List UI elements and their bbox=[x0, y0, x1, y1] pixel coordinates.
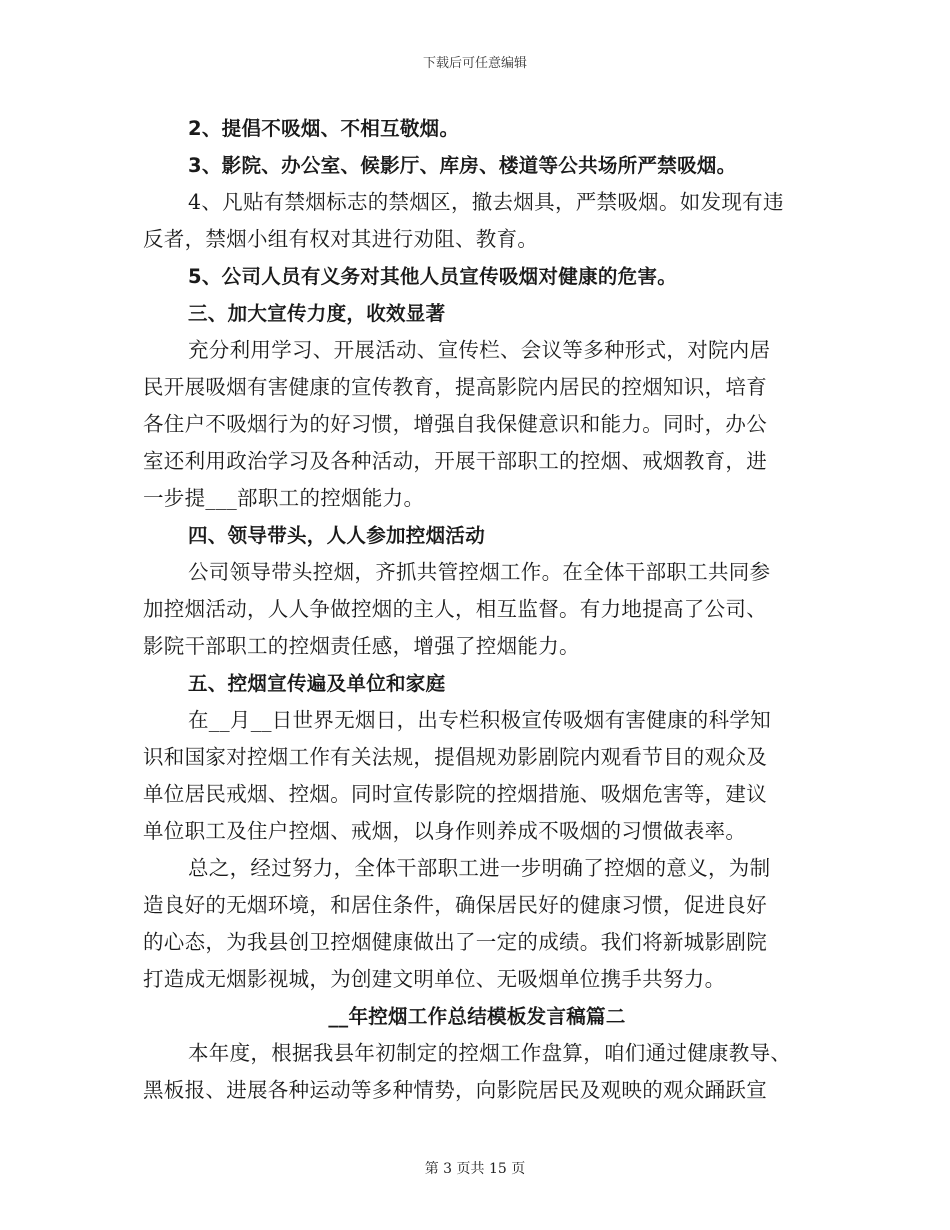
section-heading-3: 三、加大宣传力度，收效显著 bbox=[188, 302, 446, 325]
paragraph-line: 一步提___部职工的控烟能力。 bbox=[143, 486, 425, 510]
paragraph-line: 影院干部职工的控烟责任感，增强了控烟能力。 bbox=[143, 634, 580, 658]
section-heading-4: 四、领导带头，人人参加控烟活动 bbox=[188, 524, 486, 547]
paragraph-line: 民开展吸烟有害健康的宣传教育，提高影院内居民的控烟知识，培育 bbox=[143, 375, 767, 399]
paragraph-line: 总之，经过努力，全体干部职工进一步明确了控烟的意义，为制 bbox=[188, 856, 771, 880]
item-5: 5、公司人员有义务对其他人员宣传吸烟对健康的危害。 bbox=[188, 265, 678, 288]
article-title-part-2: __年控烟工作总结模板发言稿篇二 bbox=[328, 1005, 626, 1028]
item-3: 3、影院、办公室、候影厅、库房、楼道等公共场所严禁吸烟。 bbox=[188, 154, 737, 177]
paragraph-line: 识和国家对控烟工作有关法规，提倡规劝影剧院内观看节目的观众及 bbox=[143, 745, 767, 769]
item-4-line-2: 反者，禁烟小组有权对其进行劝阻、教育。 bbox=[143, 227, 539, 251]
paragraph-line: 公司领导带头控烟，齐抓共管控烟工作。在全体干部职工共同参 bbox=[188, 560, 771, 584]
paragraph-line: 本年度，根据我县年初制定的控烟工作盘算，咱们通过健康教导、 bbox=[188, 1041, 792, 1065]
paragraph-line: 充分利用学习、开展活动、宣传栏、会议等多种形式，对院内居 bbox=[188, 338, 771, 362]
paragraph-line: 黑板报、进展各种运动等多种情势，向影院居民及观映的观众踊跃宣 bbox=[143, 1078, 767, 1102]
item-4-line-1: 4、凡贴有禁烟标志的禁烟区，撤去烟具，严禁吸烟。如发现有违 bbox=[188, 190, 784, 214]
paragraph-line: 单位居民戒烟、控烟。同时宣传影院的控烟措施、吸烟危害等，建议 bbox=[143, 782, 767, 806]
page-header: 下载后可任意编辑 bbox=[422, 56, 527, 71]
paragraph-line: 室还利用政治学习及各种活动，开展干部职工的控烟、戒烟教育，进 bbox=[143, 449, 767, 473]
paragraph-line: 打造成无烟影视城，为创建文明单位、无吸烟单位携手共努力。 bbox=[143, 967, 726, 991]
paragraph-line: 造良好的无烟环境，和居住条件，确保居民好的健康习惯，促进良好 bbox=[143, 893, 767, 917]
paragraph-line: 的心态，为我县创卫控烟健康做出了一定的成绩。我们将新城影剧院 bbox=[143, 930, 767, 954]
paragraph-line: 加控烟活动，人人争做控烟的主人，相互监督。有力地提高了公司、 bbox=[143, 597, 767, 621]
page-footer: 第 3 页共 15 页 bbox=[424, 1161, 526, 1177]
paragraph-line: 单位职工及住户控烟、戒烟，以身作则养成不吸烟的习惯做表率。 bbox=[143, 819, 747, 843]
section-heading-5: 五、控烟宣传遍及单位和家庭 bbox=[188, 672, 446, 695]
document-body bbox=[143, 110, 811, 1109]
paragraph-line: 在__月__日世界无烟日，出专栏积极宣传吸烟有害健康的科学知 bbox=[188, 708, 771, 732]
paragraph-line: 各住户不吸烟行为的好习惯，增强自我保健意识和能力。同时，办公 bbox=[143, 412, 767, 436]
item-2: 2、提倡不吸烟、不相互敬烟。 bbox=[188, 117, 460, 140]
